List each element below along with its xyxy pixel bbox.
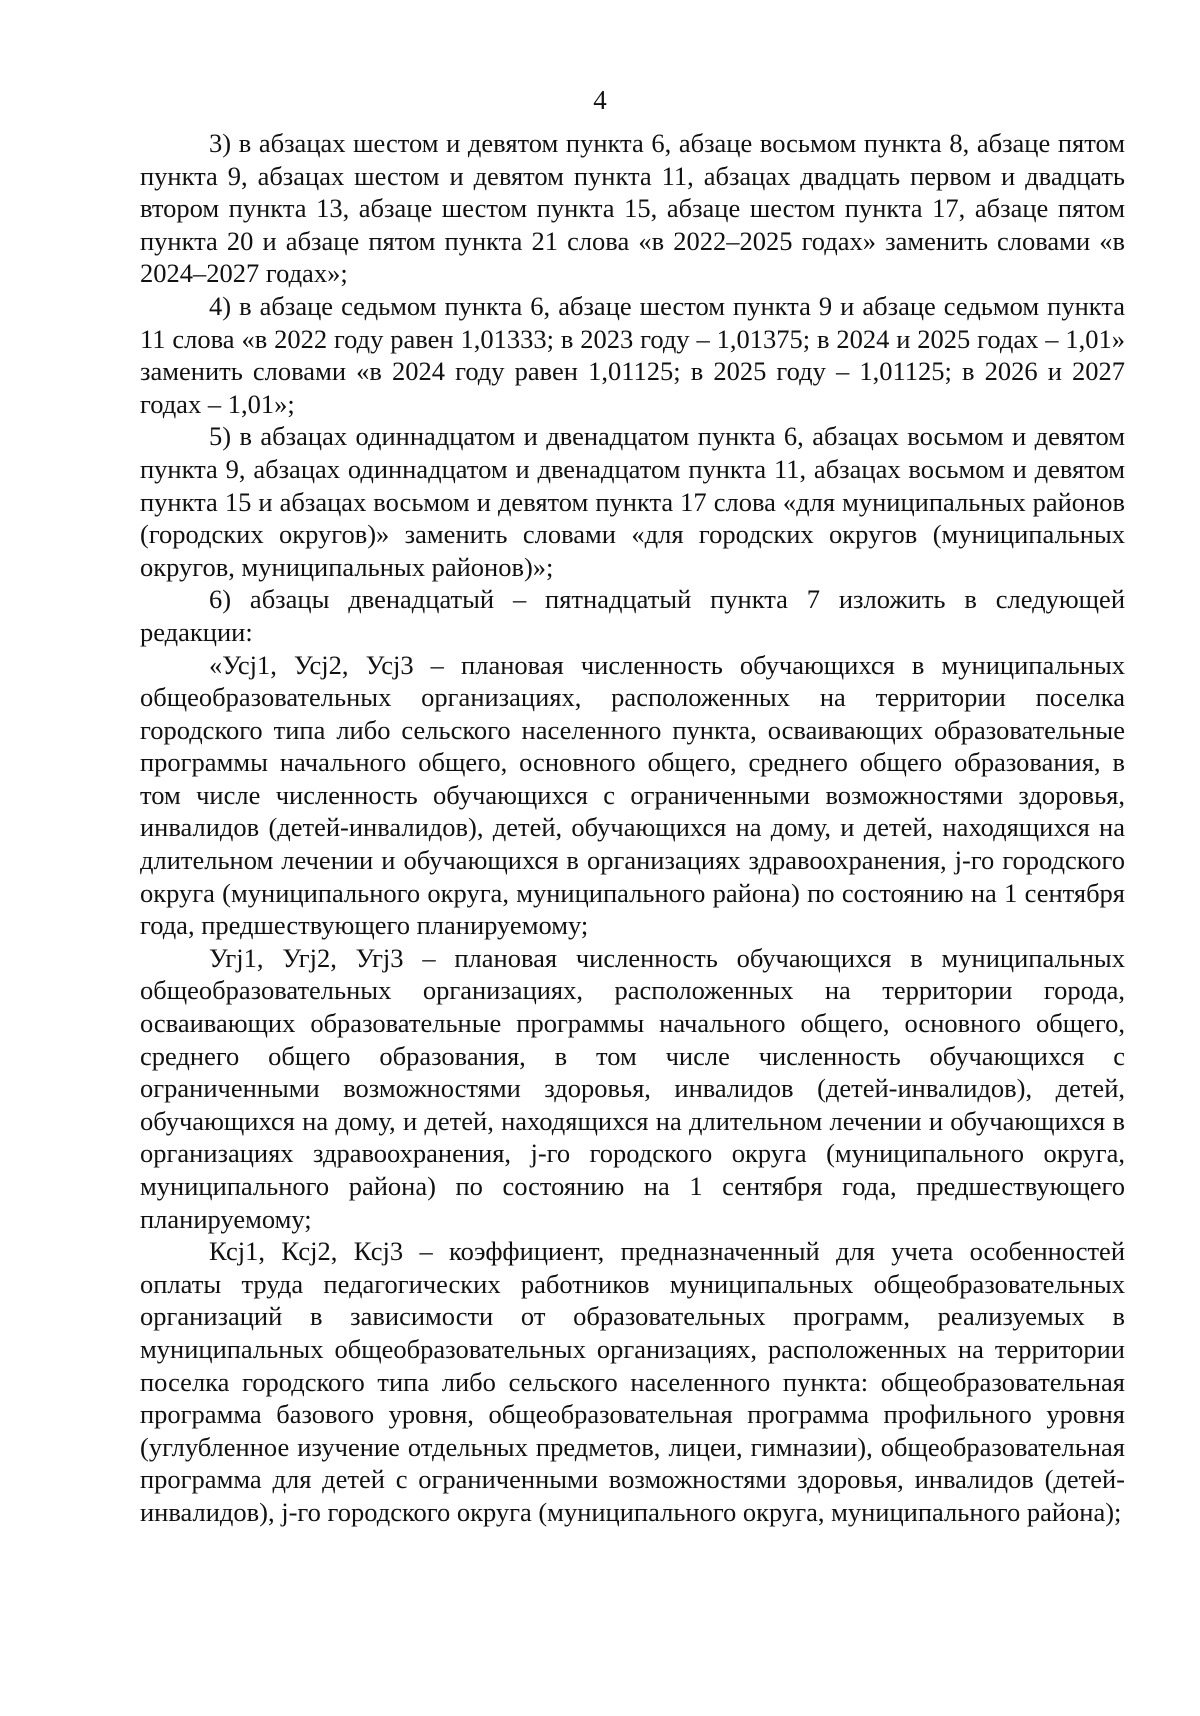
page-number: 4 xyxy=(593,85,607,115)
paragraph-item-3: 3) в абзацах шестом и девятом пункта 6, абзаце восьмом пункта 8, абзаце пятом пункта 9, абзацах шестом и девятом пункта 11, абзацах двадцать первом и двадцать втором пункта 13, абзаце шестом пункта 15, абзаце шестом пункта 17, абзаце пятом пункта 20 и абзаце пятом пункта 21 слова «в 2022–2025 годах» заменить словами «в 2024–2027 годах»; xyxy=(140,128,1125,289)
definition-ugj: Угj1, Угj2, Угj3 – плановая численность обучающихся в муниципальных общеобразовательных организациях, расположенных на территории города, осваивающих образовательные программы начального общего, основного общего, среднего общего образования, в том числе численность обучающихся с ограниченными возможностями здоровья, инвалидов (детей-инвалидов), детей, обучающихся на дому, и детей, находящихся на длительном лечении и обучающихся в организациях здравоохранения, j-го городского округа (муниципального округа, муниципального района) по состоянию на 1 сентября года, предшествующего планируемому; xyxy=(140,942,1125,1234)
document-body xyxy=(140,127,1125,1529)
paragraph-item-6: 6) абзацы двенадцатый – пятнадцатый пункта 7 изложить в следующей редакции: xyxy=(140,584,1125,647)
paragraph-item-4: 4) в абзаце седьмом пункта 6, абзаце шестом пункта 9 и абзаце седьмом пункта 11 слова «в 2022 году равен 1,01333; в 2023 году – 1,01375; в 2024 и 2025 годах – 1,01» заменить словами «в 2024 году равен 1,01125; в 2025 году – 1,01125; в 2026 и 2027 годах – 1,01»; xyxy=(140,290,1125,419)
definition-ksj: Ксj1, Ксj2, Ксj3 – коэффициент, предназначенный для учета особенностей оплаты труда педагогических работников муниципальных общеобразовательных организаций в зависимости от образовательных программ, реализуемых в муниципальных общеобразовательных организациях, расположенных на территории поселка городского типа либо сельского населенного пункта: общеобразовательная программа базового уровня, общеобразовательная программа профильного уровня (углубленное изучение отдельных предметов, лицеи, гимназии), общеобразовательная программа для детей с ограниченными возможностями здоровья, инвалидов (детей-инвалидов), j-го городского округа (муниципального округа, муниципального района); xyxy=(140,1236,1125,1527)
paragraph-item-5: 5) в абзацах одиннадцатом и двенадцатом пункта 6, абзацах восьмом и девятом пункта 9, абзацах одиннадцатом и двенадцатом пункта 11, абзацах восьмом и девятом пункта 15 и абзацах восьмом и девятом пункта 17 слова «для муниципальных районов (городских округов)» заменить словами «для городских округов (муниципальных округов, муниципальных районов)»; xyxy=(140,421,1125,582)
definition-usj: «Усj1, Усj2, Усj3 – плановая численность обучающихся в муниципальных общеобразовательных организациях, расположенных на территории поселка городского типа либо сельского населенного пункта, осваивающих образовательные программы начального общего, основного общего, среднего общего образования, в том числе численность обучающихся с ограниченными возможностями здоровья, инвалидов (детей-инвалидов), детей, обучающихся на дому, и детей, находящихся на длительном лечении и обучающихся в организациях здравоохранения, j-го городского округа (муниципального округа, муниципального района) по состоянию на 1 сентября года, предшествующего планируемому; xyxy=(140,649,1125,941)
